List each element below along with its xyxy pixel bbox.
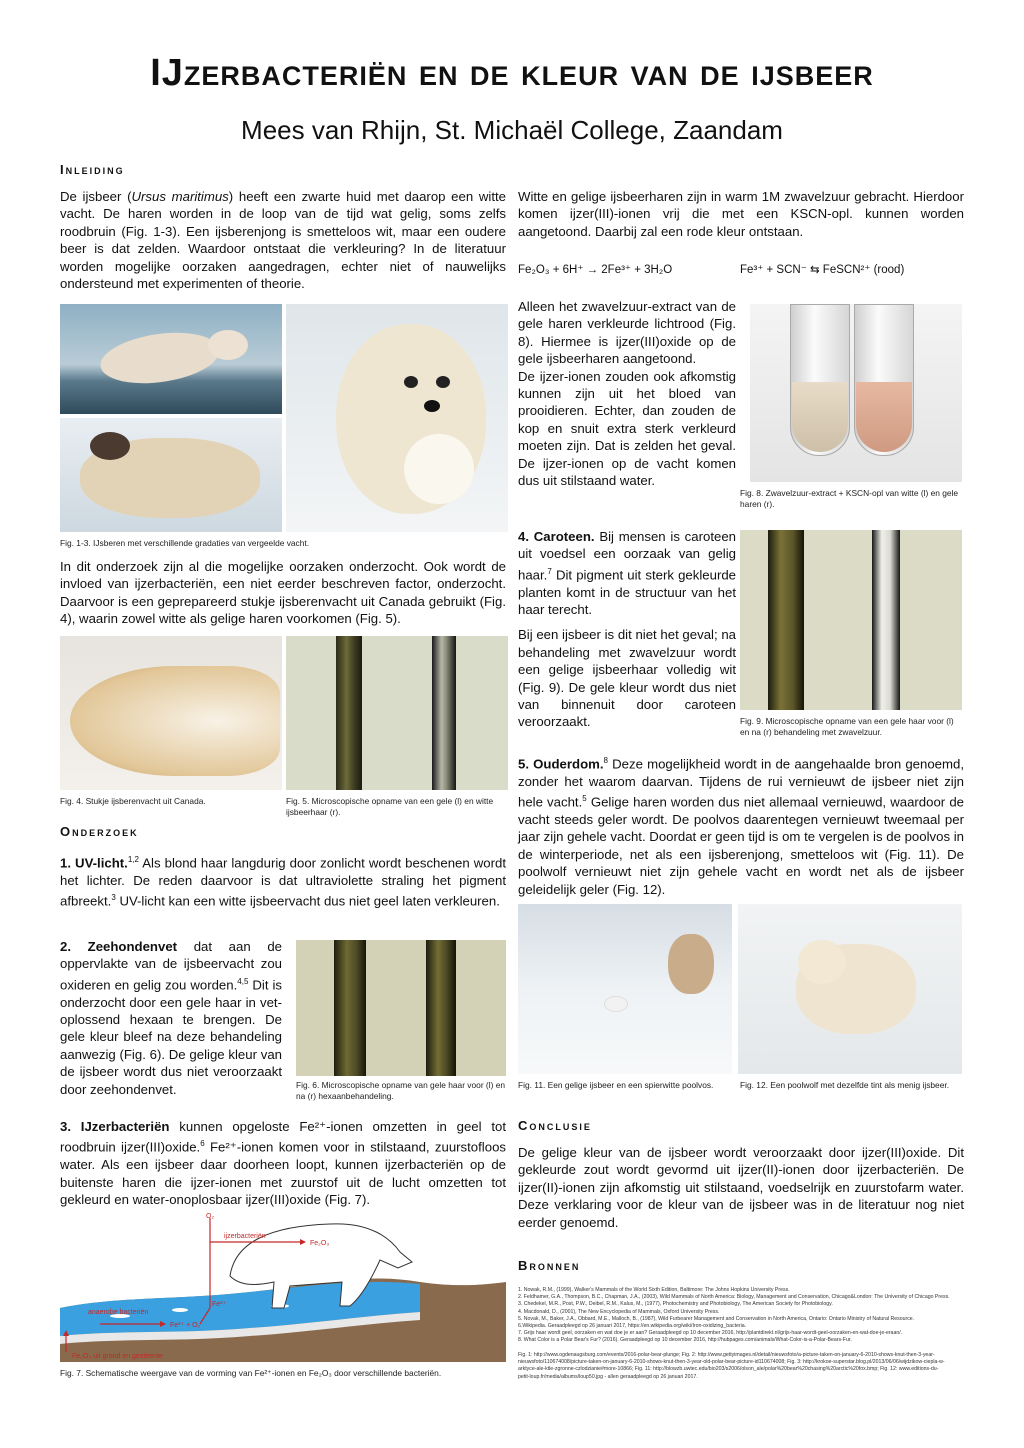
references-list [518, 1287, 964, 1345]
equation-1: Fe₂O₃ + 6H⁺ → 2Fe³⁺ + 3H₂O [518, 264, 673, 276]
caroteen-paragraph [518, 528, 736, 731]
author-line: Mees van Rhijn, St. Michaël College, Zaandam [241, 115, 783, 145]
ouderdom-ref2: 5 [582, 794, 587, 804]
diagram-fe2o3-label: Fe₂O₃ [310, 1240, 330, 1247]
caption-fig1-3: Fig. 1-3. IJsberen met verschillende gradaties van vergeelde vacht. [60, 538, 310, 548]
heading-bronnen: Bronnen [518, 1258, 581, 1273]
photo-bear-with-cub [286, 304, 508, 532]
uv-ref2: 3 [111, 893, 116, 903]
photo-bear-jumping [60, 304, 282, 414]
ouderdom-body: Deze mogelijkheid wordt in de aangehaalde bron genoemd, zonder het waarom daarvan. Tijdens de rui vernieuwt de ijsbeer niet zijn hele vacht. [518, 756, 964, 810]
extract-paragraph [518, 298, 736, 489]
ijzer-body2: Fe²⁺-ionen komen voor in stilstaand, zuurstofloos water. Als een ijsbeer daar doorheen loopt, kunnen ijzerbacteriën op de buitenste haren die ijzer-ionen met zuurstof uit de lucht omzetten tot gekleurd en water-onoplosbaar ijzer(III)oxide (Fig. 7). [60, 1139, 506, 1208]
reference-item: 7. Grijs haar wordt geel, oorzaken en wat doe je er aan? Geraadpleegd op 10 december 2016, http://plantdirekt.nl/grijs-haar-wordt-geel-oorzaken-en-wat-doe-je-eraan/. [518, 1330, 903, 1337]
conclusie-paragraph: De gelige kleur van de ijsbeer wordt veroorzaakt door ijzer(III)oxide. Dit gekleurde zout wordt gevormd uit ijzer(II)-ionen door ijzerbacteriën. De ijzer(II)-ionen zijn afkomstig uit stilstaand, voedselrijk en zuurstofarm water. Deze verklaring voor de kleur van de ijsbeer was in de literatuur nog niet eerder genoemd. [518, 1145, 964, 1230]
photo-test-tubes [750, 304, 962, 482]
reference-item: 4. Macdonald, D., (2001), The New Encyclopedia of Mammals, Oxford University Press. [518, 1308, 720, 1315]
figure-source-line: petit-loup.fr/media/albums/loup50.jpg - allen geraadpleegd op 26 januari 2017. [518, 1373, 698, 1380]
diagram-fe2-label: Fe²⁺ [212, 1301, 227, 1308]
uv-heading: 1. UV-licht. [60, 855, 128, 871]
intro-text-a: De ijsbeer ( [60, 189, 132, 204]
ijzer-heading: 3. IJzerbacteriën [60, 1119, 170, 1134]
figure-source-line: nieuwsfoto/110674008/picture-taken-on-january-6-2010-shows-knut-then-3-year-old-polar-bear-picture-id110674008; Fig. 3: http://krokoe-superstar.blog.pl/2013/06/06/wijdzikow-ciepla-w- [518, 1359, 945, 1366]
diagram-anaerobe-label: anaerobe bacteriën [88, 1309, 149, 1316]
caption-fig8: Fig. 8. Zwavelzuur-extract + KSCN-opl van witte (l) en gele haren (r). [740, 488, 959, 509]
caption-fig4: Fig. 4. Stukje ijsberenvacht uit Canada. [60, 796, 206, 806]
figure-source-line: Fig. 1: http://www.ogdenaugsburg.com/events/2016-polar-bear-plunge; Fig. 2: http://www.gettyimages.nl/detail/nieuwsfoto/a-picture-taken-on-january-6-2010-shows-knut-then-3-year- [518, 1352, 935, 1358]
ouderdom-body2: Gelige haren worden dus niet allemaal vernieuwd, waardoor de vacht steeds geler wordt. De poolvos daarentegen vernieuwt tweemaal per jaar zijn gehele vacht. Doordat er geen tijd is om te vergelen is de poolvos in de winterperiode, net als een ijsberenjong, smetteloos wit (Fig. 11). De poolwolf vernieuwt niet zijn gehele vacht en wordt net als de ijsbeer geleidelijk geler (Fig. 12). [518, 794, 964, 897]
caption-fig12: Fig. 12. Een poolwolf met dezelfde tint als menig ijsbeer. [740, 1080, 950, 1090]
diagram-fe-o2-label: Fe²⁺ + O₂ [170, 1322, 201, 1329]
caroteen-text-2: Bij een ijsbeer is dit niet het geval; na behandeling met zwavelzuur wordt een gelige ijsbeerhaar volledig wit (Fig. 9). De gele kleur wordt dus niet van binnenuit door caroteen veroorzaakt. [518, 627, 736, 730]
reference-item: 5. Novak, M., Baker, J.A., Obbard, M.E., Malloch, B., (1987), Wild Furbearer Management and Conservation in North America, Ontario: Ontario Ministry of Natural Resource. [518, 1315, 915, 1322]
caption-fig5: Fig. 5. Microscopische opname van een gele (l) en witte ijsbeerhaar (r). [286, 796, 494, 817]
uv-ref: 1,2 [127, 855, 139, 864]
photo-microscope-fig9 [740, 530, 962, 710]
ouderdom-paragraph [518, 752, 964, 898]
intro-text-b: ) heeft een zwarte huid met daarop een witte vacht. De haren worden in de loop van de tijd wat gelig, soms zelfs roodbruin (Fig. 1-3). Een ijsberenjong is smetteloos wit, maar een oudere beer is dat zelden. Waardoor ontstaat die verkleuring? In de literatuur worden mogelijke oorzaken aangedragen, echter niet of nauwelijks ondersteund met experimenten of theorie. [60, 189, 506, 292]
ouderdom-ref: 8 [603, 756, 608, 765]
diagram-ground-label: Fe₂O₃ uit grond en gesteente [72, 1353, 163, 1360]
photo-fur-sample [60, 636, 282, 790]
equation-2: Fe³⁺ + SCN⁻ ⇆ FeSCN²⁺ (rood) [740, 264, 905, 276]
intro-paragraph-1 [60, 188, 506, 292]
ijzer-body: kunnen opgeloste Fe²⁺-ionen omzetten in geel tot roodbruin ijzer(III)oxide. [60, 1119, 507, 1155]
extract-text: Alleen het zwavelzuur-extract van de gele haren verkleurde lichtrood (Fig. 8). Hiermee is ijzer(III)oxide op de gele ijsbeerharen aangetoond. [518, 299, 736, 367]
zeehond-heading: 2. Zeehondenvet [60, 939, 178, 954]
reference-item: 8. What Color is a Polar Bear's Fur? (2016). Geraadpleegd op 10 december 2016, http://hubpages.com/animals/What-Color-is-a-Polar-Bears-Fur. [518, 1337, 852, 1344]
caption-fig9: Fig. 9. Microscopische opname van een gele haar voor (l) en na (r) behandeling met zwavelzuur. [740, 716, 954, 737]
caption-fig11: Fig. 11. Een gelige ijsbeer en een spierwitte poolvos. [518, 1080, 714, 1090]
heading-inleiding: Inleiding [60, 162, 125, 177]
figure-source-line: arktyce-ale-ktle-zgronne-czlodzianie#more-10866; Fig. 11: http://blowzb.uwtec.edu/bio203/s2006/olson_ale/polar%20bear%20chasing%20arctic%20fox.bmp; Fig. 12: www.editions-du- [518, 1366, 939, 1373]
heading-conclusie: Conclusie [518, 1118, 592, 1133]
zeehondenvet-paragraph [60, 938, 282, 1098]
photo-microscope-hairs-fig5 [286, 636, 508, 790]
ouderdom-heading: 5. Ouderdom. [518, 756, 604, 772]
zeehond-body2: Dit is onderzocht door een gele haar in vet-oplossend hexaan te brengen. De gele kleur bleef na deze behandeling aanwezig (Fig. 6). De gelige kleur van de ijsbeer wordt dus niet veroorzaakt door zeehondenvet. [60, 977, 283, 1097]
photo-microscope-fig6 [296, 940, 506, 1076]
ijzer-ref: 6 [200, 1139, 205, 1149]
zeehond-body: dat aan de oppervlakte van de ijsbeervacht zou oxideren en gelig zou worden. [60, 939, 282, 993]
diagram-ijzerbacterien-label: ijzerbacteriën [224, 1233, 266, 1240]
uv-body: Als blond haar langdurig door zonlicht wordt beschenen wordt het lichter. De reden daarvoor is dat ultraviolette straling het pigment afbreekt. [60, 855, 506, 909]
diagram-o2-label: O₂ [206, 1213, 215, 1220]
experiment-paragraph: Witte en gelige ijsbeerharen zijn in warm 1M zwavelzuur gebracht. Hierdoor komen ijzer(III)-ionen vrij die met een KSCN-opl. kunnen worden aangetoond. Daarbij zal een rode kleur ontstaan. [518, 189, 964, 239]
caroteen-body: Bij mensen is caroteen uit voedsel een oorzaak van gelig haar. [518, 529, 736, 583]
uv-paragraph [60, 851, 506, 910]
photo-arctic-wolf [738, 904, 962, 1074]
reference-item: 3. Chedekel, M.R., Post, P.W., Deibel, R.M., Kalus, M., (1977), Photochemistry and Photobiology, The American Society for Photobiology. [518, 1301, 833, 1308]
caption-fig6: Fig. 6. Microscopische opname van gele haar voor (l) en na (r) hexaanbehandeling. [296, 1080, 506, 1101]
caroteen-body2: Dit pigment uit sterk gekleurde planten komt in de structuur van het haar terecht. [518, 567, 736, 618]
page-title: IJzerbacteriën en de kleur van de ijsbeer [150, 52, 874, 94]
photo-bear-and-fox [518, 904, 732, 1074]
blood-text: De ijzer-ionen zouden ook afkomstig kunnen zijn uit het bloed van prooidieren. Echter, dan zouden de kop en snuit extra sterk verkleurd moeten zijn. Dat is zelden het geval. De ijzer-ionen op de vacht komen dus uit stilstaand water. [518, 368, 736, 489]
zeehond-ref: 4,5 [237, 976, 249, 986]
uv-body2: UV-licht kan een witte ijsbeervacht dus niet geel laten verkleuren. [115, 893, 500, 909]
caroteen-ref: 7 [547, 566, 552, 576]
reference-item: 1. Nowak, R.M., (1999), Walker's Mammals of the World Sixth Edition, Baltimore: The Johns Hopkins University Press. [518, 1287, 790, 1293]
reference-item: 6.Wikipedia. Geraadpleegd op 26 januari 2017, https://en.wikipedia.org/wiki/Iron-oxidizing_bacteria. [518, 1323, 747, 1330]
species-name: Ursus maritimus [131, 189, 229, 204]
caroteen-heading: 4. Caroteen. [518, 529, 595, 544]
photo-bear-rolling [60, 418, 282, 532]
ijzerbacterien-paragraph [60, 1118, 506, 1208]
caption-fig7: Fig. 7. Schematische weergave van de vorming van Fe²⁺-ionen en Fe₂O₃ door verschillende bacteriën. [60, 1368, 442, 1378]
reference-item: 2. Feldhamer, G.A., Thompson, B.C., Chapman, J.A., (2003), Wild Mammals of North America: Biology, Management and Conservation, Chicago&London: The University of Chicago Press. [518, 1294, 950, 1301]
figure-sources [518, 1352, 964, 1381]
heading-onderzoek: Onderzoek [60, 824, 139, 839]
diagram-fig7 [60, 1212, 506, 1362]
intro-paragraph-2: In dit onderzoek zijn al die mogelijke oorzaken onderzocht. Ook wordt de invloed van ijzerbacteriën, een niet eerder beschreven factor, onderzocht. Daarvoor is een geprepareerd stukje ijsberenvacht uit Canada gebruikt (Fig. 4), waarin zowel witte als gelige haren voorkomen (Fig. 5). [60, 559, 506, 627]
